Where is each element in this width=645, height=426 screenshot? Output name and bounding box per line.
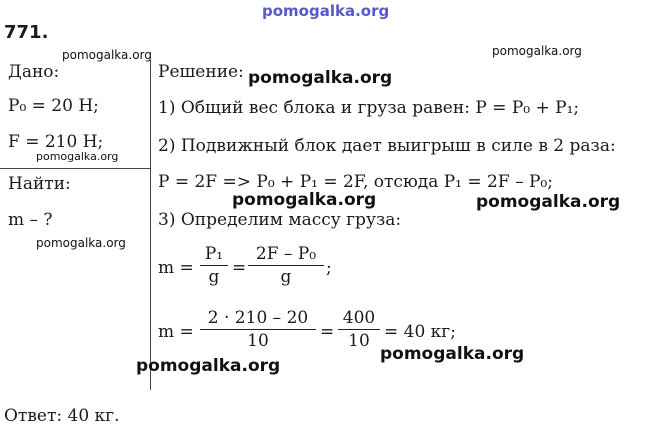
solution-step3: 3) Определим массу груза: bbox=[158, 210, 402, 230]
eq3-bar2 bbox=[248, 265, 324, 266]
find-mass: m – ? bbox=[8, 210, 53, 230]
eq3-den2: g bbox=[280, 267, 292, 287]
eq4-fraction1 bbox=[200, 308, 316, 351]
watermark-solution-top: pomogalka.org bbox=[492, 44, 582, 58]
eq3-num2: 2F – P₀ bbox=[255, 244, 317, 264]
problem-number-dot: . bbox=[41, 22, 49, 43]
eq3-lhs: m = bbox=[158, 258, 194, 278]
watermark-eq2-left: pomogalka.org bbox=[232, 190, 377, 210]
problem-number-value: 771 bbox=[4, 22, 42, 43]
watermark-solution-header: pomogalka.org bbox=[248, 68, 393, 88]
solution-step2: 2) Подвижный блок дает выигрыш в силе в 2 раза: bbox=[158, 136, 616, 156]
watermark-given-top: pomogalka.org bbox=[62, 48, 152, 62]
solution-step1: 1) Общий вес блока и груза равен: P = P₀ + P₁; bbox=[158, 98, 580, 118]
eq4-fraction2 bbox=[338, 308, 380, 351]
eq3-num1: P₁ bbox=[204, 244, 224, 264]
eq3-bar1 bbox=[200, 265, 228, 266]
eq3-fraction2 bbox=[248, 244, 324, 287]
given-force: F = 210 Н; bbox=[8, 132, 104, 152]
given-divider-horizontal bbox=[0, 168, 151, 169]
eq3-den1: g bbox=[208, 267, 220, 287]
answer: Ответ: 40 кг. bbox=[4, 406, 120, 426]
watermark-eq2-right: pomogalka.org bbox=[476, 192, 621, 212]
eq4-num2: 400 bbox=[342, 308, 376, 328]
eq4-bar1 bbox=[200, 329, 316, 330]
eq4-end: = 40 кг; bbox=[384, 322, 456, 342]
eq4-den1: 10 bbox=[247, 331, 269, 351]
eq3-equals: = bbox=[232, 258, 247, 278]
eq4-bar2 bbox=[338, 329, 380, 330]
watermark-given-bottom: pomogalka.org bbox=[36, 236, 126, 250]
given-header: Дано: bbox=[8, 62, 60, 82]
problem-number bbox=[4, 22, 48, 43]
given-divider-vertical bbox=[150, 60, 151, 390]
eq3-fraction1 bbox=[200, 244, 228, 287]
eq3-end: ; bbox=[326, 258, 332, 278]
watermark-eq4-right: pomogalka.org bbox=[380, 344, 525, 364]
solution-eq2: P = 2F => P₀ + P₁ = 2F, отсюда P₁ = 2F – P₀; bbox=[158, 172, 553, 192]
eq4-equals: = bbox=[320, 322, 335, 342]
eq4-num1: 2 · 210 – 20 bbox=[207, 308, 309, 328]
watermark-top: pomogalka.org bbox=[262, 2, 390, 20]
eq4-lhs: m = bbox=[158, 322, 194, 342]
watermark-given-mid: pomogalka.org bbox=[36, 150, 119, 163]
find-header: Найти: bbox=[8, 174, 71, 194]
watermark-eq4-left: pomogalka.org bbox=[136, 356, 281, 376]
eq4-den2: 10 bbox=[348, 331, 370, 351]
solution-header: Решение: bbox=[158, 62, 244, 82]
given-p0: P₀ = 20 Н; bbox=[8, 96, 99, 116]
